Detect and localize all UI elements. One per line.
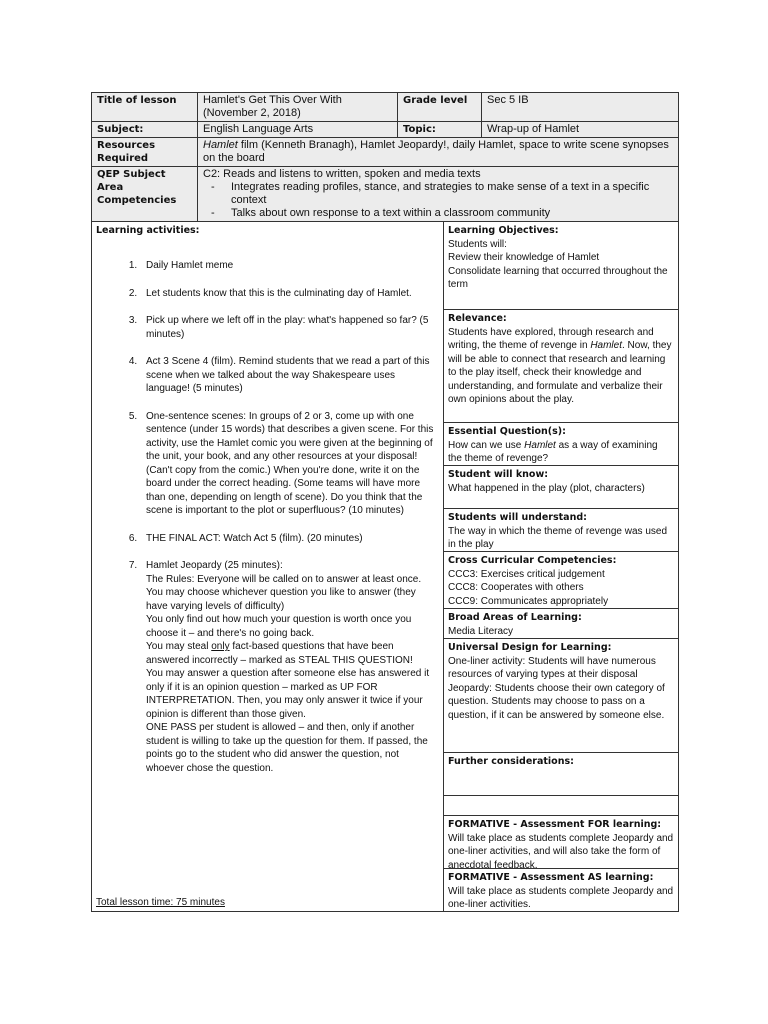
qep-item: - Talks about own response to a text within a classroom community <box>231 207 673 220</box>
qep-main: C2: Reads and listens to written, spoken and media texts <box>203 168 481 180</box>
relevance-text-a: Students have explored, through research and writing, the theme of revenge in <box>448 326 654 351</box>
essential-italic: Hamlet <box>524 439 556 451</box>
understand-text: The way in which the theme of revenge was used in the play <box>448 525 668 550</box>
title-label: Title of lesson <box>92 93 198 122</box>
activity-item: 4. Act 3 Scene 4 (film). Remind students that we read a part of this scene when we talked about the way Shakespeare uses language! (5 minutes) <box>140 355 439 396</box>
subject-value: English Language Arts <box>198 122 398 138</box>
essential-section <box>444 423 678 466</box>
lesson-plan-sheet <box>91 92 678 912</box>
activities-list <box>96 259 439 775</box>
further-heading: Further considerations: <box>448 756 574 767</box>
resources-value <box>198 138 679 167</box>
activity-item: 3. Pick up where we left off in the play: what's happened so far? (5 minutes) <box>140 314 439 341</box>
total-lesson-time: Total lesson time: 75 minutes <box>96 897 225 908</box>
jeopardy-title: 7. Hamlet Jeopardy (25 minutes): <box>146 560 283 571</box>
resources-row <box>92 138 679 167</box>
jeopardy-rule <box>146 640 439 667</box>
udl-text: One-liner activity: Students will have numerous resources of varying types at their disposal <box>448 655 656 680</box>
essential-text-a: How can we use <box>448 439 525 451</box>
relevance-italic: Hamlet <box>590 340 622 351</box>
jeopardy-rule: You may answer a question after someone else has answered it only if it is an opinion question – marked as UP FOR INTERPRETATION. Then, you may only answer it twice if your opinion is different than those given. <box>146 668 430 720</box>
cross-item: CCC8: Cooperates with others <box>448 582 584 593</box>
further-section <box>444 753 678 796</box>
jeopardy-rule-text: You may steal <box>146 641 212 652</box>
formative-as-section <box>444 869 678 911</box>
resources-label: Resources Required <box>92 138 198 167</box>
essential-text-b: as a way of examining the theme of revenge? <box>448 439 658 464</box>
topic-value: Wrap-up of Hamlet <box>482 122 679 138</box>
formative-for-text: Will take place as students complete Jeopardy and one-liner activities, and will also take the form of anecdotal feedback. <box>448 832 674 871</box>
broad-heading: Broad Areas of Learning: <box>448 612 582 623</box>
understand-heading: Students will understand: <box>448 512 587 523</box>
resources-text: film (Kenneth Branagh), Hamlet Jeopardy!, daily Hamlet, space to write scene synopses on the board <box>203 139 669 164</box>
objective-line: Review their knowledge of Hamlet <box>448 252 600 263</box>
udl-text: Jeopardy: Students choose their own category of question. Students may choose to pass on a question, if it can be answered by someone else. <box>448 682 665 721</box>
qep-label: QEP Subject Area Competencies <box>92 167 198 222</box>
relevance-text-b: . Now, they will be able to connect that research and learning to the play itself, check their knowledge and understanding, and formulate and verbalize their own opinions about the play. <box>448 340 672 405</box>
lesson-body-table <box>91 221 679 912</box>
objective-line: Students will: <box>448 238 507 250</box>
essential-text <box>448 439 674 466</box>
activity-item-jeopardy <box>140 559 439 775</box>
objectives-section <box>444 222 678 310</box>
relevance-heading: Relevance: <box>448 313 507 324</box>
broad-text: Media Literacy <box>448 625 514 637</box>
know-heading: Student will know: <box>448 469 549 480</box>
grade-value: Sec 5 IB <box>482 93 679 122</box>
know-text: What happened in the play (plot, characters) <box>448 482 645 494</box>
jeopardy-rule-text: fact-based questions that have been answered incorrectly – marked as STEAL THIS QUESTION! <box>146 641 413 666</box>
subject-row <box>92 122 679 138</box>
know-section <box>444 466 678 509</box>
blank-section <box>444 796 678 816</box>
side-column <box>444 222 679 912</box>
jeopardy-rule: ONE PASS per student is allowed – and then, only if another student is willing to take up the question for them. If passed, the points go to the student who did answer the question, not whoever chose the question. <box>146 722 428 774</box>
formative-for-section <box>444 816 678 869</box>
relevance-text <box>448 326 674 407</box>
grade-label: Grade level <box>398 93 482 122</box>
lesson-header-table <box>91 92 679 222</box>
formative-as-text: Will take place as students complete Jeopardy and one-liner activities. <box>448 885 674 910</box>
title-row <box>92 93 679 122</box>
relevance-section <box>444 310 678 423</box>
qep-value <box>198 167 679 222</box>
activity-item: 6. THE FINAL ACT: Watch Act 5 (film). (20 minutes) <box>140 532 439 546</box>
topic-label: Topic: <box>398 122 482 138</box>
activity-item: 1. Daily Hamlet meme <box>140 259 439 273</box>
qep-list <box>203 181 673 220</box>
understand-section <box>444 509 678 552</box>
udl-heading: Universal Design for Learning: <box>448 642 612 653</box>
cross-item: CCC9: Communicates appropriately <box>448 595 609 607</box>
cross-heading: Cross Curricular Competencies: <box>448 555 617 566</box>
formative-as-heading: FORMATIVE - Assessment AS learning: <box>448 872 654 883</box>
jeopardy-rule-underlined: only <box>211 641 230 652</box>
cross-item: CCC3: Exercises critical judgement <box>448 568 605 580</box>
activity-item: 2. Let students know that this is the culminating day of Hamlet. <box>140 287 439 301</box>
formative-for-heading: FORMATIVE - Assessment FOR learning: <box>448 819 662 830</box>
broad-section <box>444 609 678 639</box>
jeopardy-rule: The Rules: Everyone will be called on to answer at least once. You may choose whichever question you like to answer (they have varying levels of difficulty) <box>146 573 422 612</box>
resources-italic: Hamlet <box>203 139 238 151</box>
activities-cell <box>92 222 444 912</box>
title-value: Hamlet's Get This Over With (November 2, 2018) <box>198 93 398 122</box>
essential-heading: Essential Question(s): <box>448 426 566 437</box>
cross-section <box>444 552 678 609</box>
subject-label: Subject: <box>92 122 198 138</box>
qep-row <box>92 167 679 222</box>
objectives-heading: Learning Objectives: <box>448 225 559 236</box>
jeopardy-rule: You only find out how much your question is worth once you choose it – and there's no going back. <box>146 614 412 639</box>
objective-line: Consolidate learning that occurred throughout the term <box>448 265 668 290</box>
activity-item: 5. One-sentence scenes: In groups of 2 or 3, come up with one sentence (under 15 words) that describes a given scene. For this activity, use the Hamlet comic you were given at the beginning of the unit, your book, and any other resources at your disposal! (Can't copy from the comic.) When you're done, write it on the board under the correct heading. (Some teams will have more than one, depending on length of scene). Do you think that the scene is important to the plot or superfluous? (10 minutes) <box>140 410 439 518</box>
qep-item: - Integrates reading profiles, stance, and strategies to make sense of a text in a specific context <box>231 181 673 207</box>
activities-heading: Learning activities: <box>96 225 200 236</box>
udl-section <box>444 639 678 753</box>
